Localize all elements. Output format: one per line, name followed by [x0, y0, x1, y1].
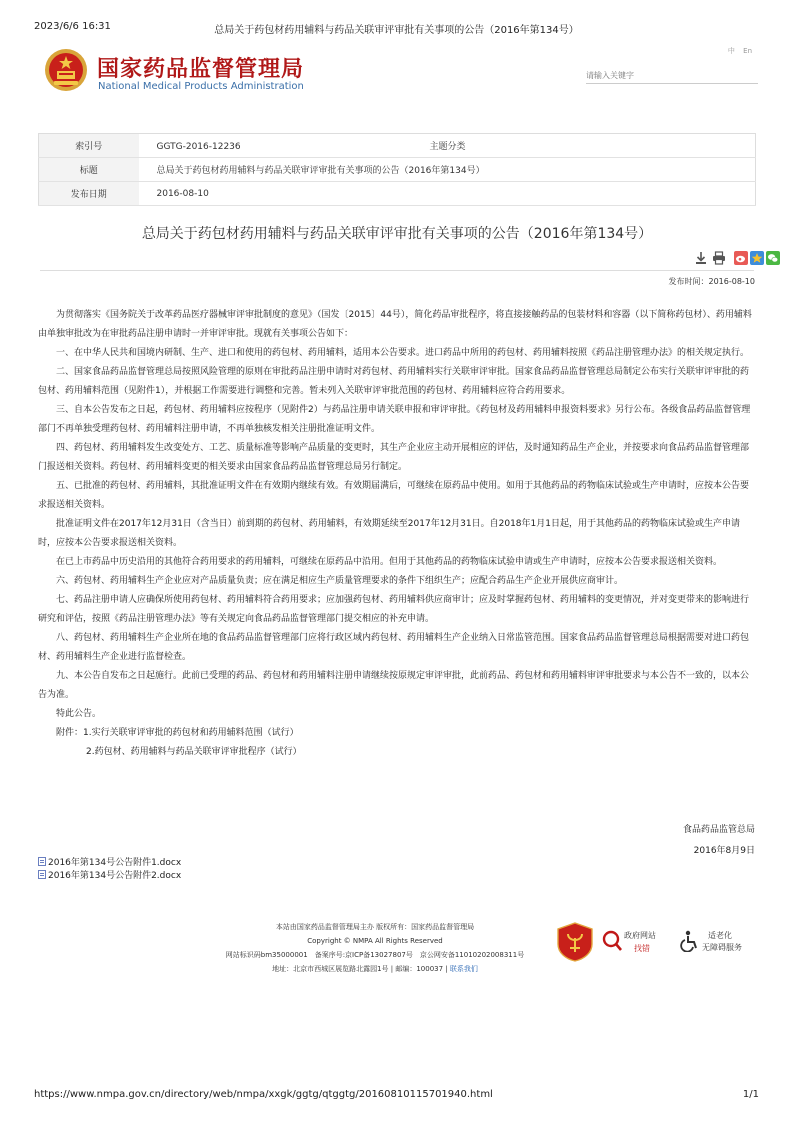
acc-badge-bottom: 无障碍服务: [702, 943, 742, 952]
footer-address: 地址：北京市西城区展览路北露园1号 | 邮编：100037 |: [272, 965, 448, 973]
weibo-share-icon[interactable]: [734, 251, 748, 265]
date-value: 2016-08-10: [139, 182, 756, 206]
lang-cn-link[interactable]: 中: [727, 47, 735, 55]
download-icon[interactable]: [694, 251, 708, 265]
paragraph: 批准证明文件在2017年12月31日（含当日）前到期的药包材、药用辅料，有效期延续至2017年12月31日。自2018年1月1日起，用于其他药品的药物临床试验或生产申请时，应按本公告要求报送相关资料。: [38, 519, 740, 548]
paragraph: 二、国家食品药品监督管理总局按照风险管理的原则在审批药品注册申请时对药包材、药用辅料实行关联审评审批。国家食品药品监督管理总局制定公布实行关联审评审批的药包材、药用辅料范围（见附件1），并根据工作需要进行调整和完善。暂未列入关联审评审批范围的药包材、药用辅料应符合药用要求。: [38, 367, 750, 396]
doc-file-icon: [38, 857, 46, 866]
contact-us-link[interactable]: 联系我们: [449, 965, 478, 973]
attachment-item[interactable]: [38, 857, 181, 870]
print-footer: [34, 1089, 759, 1103]
publish-date: 发布时间：2016-08-10: [668, 277, 755, 286]
print-url: https://www.nmpa.gov.cn/directory/web/nmpa/xxgk/ggtg/qtggtg/20160810115701940.html: [34, 1089, 493, 1100]
footer-sponsor: 本站由国家药品监督管理局主办 版权所有：国家药品监督管理局: [275, 923, 475, 931]
print-timestamp: 2023/6/6 16:31: [34, 21, 111, 32]
table-row: [39, 182, 756, 206]
paragraph: 六、药包材、药用辅料生产企业应对产品质量负责；应在满足相应生产质量管理要求的条件下组织生产；应配合药品生产企业开展供应商审计。: [56, 576, 624, 586]
topic-label: 主题分类: [429, 142, 466, 152]
search-error-icon: [602, 930, 622, 952]
lang-en-link[interactable]: En: [743, 47, 752, 55]
attachment-line-2: 2.药包材、药用辅料与药品关联审评审批程序（试行）: [86, 747, 302, 757]
site-header: [40, 44, 760, 100]
party-gov-badge-icon[interactable]: [556, 922, 594, 962]
article-title: 总局关于药包材药用辅料与药品关联审评审批有关事项的公告（2016年第134号）: [141, 226, 653, 242]
attachment-link-1[interactable]: 2016年第134号公告附件1.docx: [48, 858, 182, 868]
paragraph: 特此公告。: [56, 709, 102, 719]
index-label: 索引号: [39, 134, 139, 158]
paragraph: 四、药包材、药用辅料发生改变处方、工艺、质量标准等影响产品质量的变更时，其生产企业应主动开展相应的评估，及时通知药品生产企业，并按要求向食品药品监督管理部门报送相关资料。药包材、药用辅料变更的相关要求由国家食品药品监督管理总局另行制定。: [38, 443, 750, 472]
doc-file-icon: [38, 870, 46, 879]
signer: 食品药品监管总局: [682, 825, 755, 835]
index-value: [139, 134, 756, 158]
index-number: GGTG-2016-12236: [156, 142, 241, 152]
site-footer: [40, 920, 754, 980]
language-switch: [722, 46, 752, 56]
table-row: [39, 158, 756, 182]
footer-copyright: Copyright © NMPA All Rights Reserved: [307, 937, 443, 945]
gov-site-error-badge[interactable]: [602, 928, 666, 956]
table-row: [39, 134, 756, 158]
print-header: [34, 21, 759, 35]
paragraph: 在已上市药品中历史沿用的其他符合药用要求的药用辅料，可继续在原药品中沿用。但用于其他药品的药物临床试验申请或生产申请时，应按本公告要求报送相关资料。: [56, 557, 723, 567]
paragraph: 为贯彻落实《国务院关于改革药品医疗器械审评审批制度的意见》（国发〔2015〕44号），简化药品审批程序，将直接接触药品的包装材料和容器（以下简称药包材）、药用辅料由单独审批改为在审批药品注册申请时一并审评审批。现就有关事项公告如下：: [38, 310, 752, 339]
footer-info: [210, 920, 540, 976]
print-title: 总局关于药包材药用辅料与药品关联审评审批有关事项的公告（2016年第134号）: [214, 25, 579, 36]
article-body: [38, 306, 756, 762]
attachment-list: [38, 857, 181, 883]
acc-badge-top: 适老化: [708, 931, 732, 940]
sign-date: 2016年8月9日: [693, 846, 755, 856]
paragraph: 七、药品注册申请人应确保所使用药包材、药用辅料符合药用要求；应加强药包材、药用辅料供应商审计；应及时掌握药包材、药用辅料的变更情况，并对变更带来的影响进行研究和评估，按照《药品注册管理办法》等有关规定向食品药品监督管理部门提交相应的补充申请。: [38, 595, 750, 624]
paragraph: 九、本公告自发布之日起施行。此前已受理的药品、药包材和药用辅料注册申请继续按原规定审评审批，此前药品、药包材和药用辅料审评审批要求与本公告不一致的，以本公告为准。: [38, 671, 750, 700]
attachment-item[interactable]: [38, 870, 181, 883]
metadata-table: [38, 133, 756, 206]
wheelchair-icon: [680, 930, 700, 952]
paragraph: 八、药包材、药用辅料生产企业所在地的食品药品监督管理部门应将行政区域内药包材、药用辅料生产企业纳入日常监管范围。国家食品药品监督管理总局根据需要对进口药包材、药用辅料生产企业进行监督检查。: [38, 633, 750, 662]
page-number: 1/1: [742, 1089, 759, 1100]
qzone-share-icon[interactable]: [750, 251, 764, 265]
attachment-link-2[interactable]: 2016年第134号公告附件2.docx: [48, 871, 182, 881]
national-emblem-icon[interactable]: [44, 48, 88, 92]
gov-badge-bottom: 找错: [634, 944, 650, 953]
footer-registration: 网站标识码bm35000001 备案序号:京ICP备13027807号 京公网安备11010202008311号: [225, 951, 525, 959]
site-name-en: National Medical Products Administration: [98, 81, 304, 92]
accessibility-badge[interactable]: [680, 928, 752, 956]
article-toolbar: [40, 250, 754, 268]
wechat-share-icon[interactable]: [766, 251, 780, 265]
site-name-cn[interactable]: 国家药品监督管理局: [97, 57, 305, 82]
date-label: 发布日期: [39, 182, 139, 206]
paragraph: 五、已批准的药包材、药用辅料，其批准证明文件在有效期内继续有效。有效期届满后，可继续在原药品中使用。如用于其他药品的药物临床试验或生产申请时，应按本公告要求报送相关资料。: [38, 481, 750, 510]
print-icon[interactable]: [712, 251, 726, 265]
title-label: 标题: [39, 158, 139, 182]
title-value: 总局关于药包材药用辅料与药品关联审评审批有关事项的公告（2016年第134号）: [139, 158, 756, 182]
paragraph: 三、自本公告发布之日起，药包材、药用辅料应按程序（见附件2）与药品注册申请关联申报和审评审批。《药包材及药用辅料申报资料要求》另行公布。各级食品药品监督管理部门不再单独受理药包材、药用辅料注册申请，不再单独核发相关注册批准证明文件。: [38, 405, 751, 434]
search-input[interactable]: [586, 64, 758, 84]
title-divider: [40, 270, 754, 271]
attachment-line-1: 附件：1.实行关联审评审批的药包材和药用辅料范围（试行）: [56, 728, 299, 738]
footer-address-line: [210, 962, 540, 976]
paragraph: 一、在中华人民共和国境内研制、生产、进口和使用的药包材、药用辅料，适用本公告要求。进口药品中所用的药包材、药用辅料按照《药品注册管理办法》的相关规定执行。: [56, 348, 750, 358]
gov-badge-top: 政府网站: [624, 931, 656, 940]
